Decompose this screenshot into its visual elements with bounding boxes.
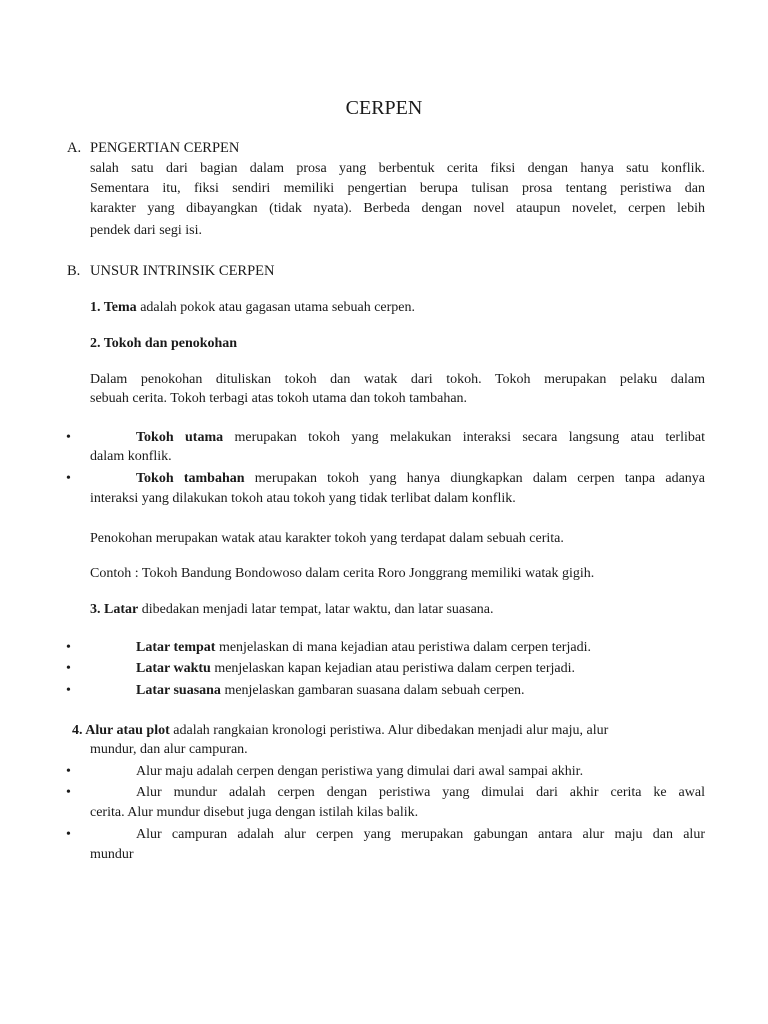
latar-waktu-text: menjelaskan kapan kejadian atau peristiwa dalam cerpen terjadi. (210, 661, 576, 676)
tokoh-tambahan-line2: interaksi yang dilakukan tokoh atau tokoh yang tidak terlibat dalam konflik. (90, 491, 516, 506)
tokoh-tambahan-line1 (136, 470, 705, 488)
alur-mundur-line1: Alur mundur adalah cerpen dengan peristiwa yang dimulai dari akhir cerita ke awal (136, 785, 705, 800)
latar-paragraph (90, 601, 705, 619)
section-a-line: salah satu dari bagian dalam prosa yang berbentuk cerita fiksi dengan hanya satu konflik. (90, 161, 705, 176)
tema-paragraph (90, 299, 705, 317)
alur-campuran-line1: Alur campuran adalah alur cerpen yang merupakan gabungan antara alur maju dan alur (136, 827, 705, 842)
tokoh-utama-line1 (136, 429, 705, 447)
bullet-icon: • (66, 683, 71, 698)
section-a-heading: PENGERTIAN CERPEN (90, 140, 240, 156)
section-a-marker: A. (67, 140, 82, 156)
latar-tempat-text: menjelaskan di mana kejadian atau peristiwa dalam cerpen terjadi. (215, 640, 591, 655)
tokoh-utama-line2: dalam konflik. (90, 449, 172, 464)
alur-campuran-line2: mundur (90, 847, 134, 862)
latar-waktu-item (136, 660, 705, 678)
latar-label: 3. Latar (90, 602, 139, 617)
latar-waktu-label: Latar waktu (136, 661, 211, 676)
latar-tempat-item (136, 639, 705, 657)
bullet-icon: • (66, 785, 71, 800)
contoh-paragraph: Contoh : Tokoh Bandung Bondowoso dalam cerita Roro Jonggrang memiliki watak gigih. (90, 566, 595, 581)
alur-line1 (72, 722, 705, 740)
bullet-icon: • (66, 764, 71, 779)
bullet-icon: • (66, 640, 71, 655)
tokoh-tambahan-label: Tokoh tambahan (136, 471, 245, 486)
section-a-line: pendek dari segi isi. (90, 223, 202, 238)
latar-suasana-label: Latar suasana (136, 683, 221, 698)
tokoh-heading: 2. Tokoh dan penokohan (90, 336, 238, 351)
tokoh-para-line: sebuah cerita. Tokoh terbagi atas tokoh utama dan tokoh tambahan. (90, 391, 468, 406)
alur-maju-line1: Alur maju adalah cerpen dengan peristiwa yang dimulai dari awal sampai akhir. (136, 764, 584, 779)
alur-text: adalah rangkaian kronologi peristiwa. Alur dibedakan menjadi alur maju, alur (169, 723, 609, 738)
alur-line2: mundur, dan alur campuran. (90, 742, 248, 757)
alur-mundur-line2: cerita. Alur mundur disebut juga dengan istilah kilas balik. (90, 805, 419, 820)
latar-suasana-item (136, 682, 705, 700)
tokoh-tambahan-text: merupakan tokoh yang hanya diungkapkan dalam cerpen tanpa adanya (244, 471, 705, 486)
alur-label: 4. Alur atau plot (72, 723, 170, 738)
tokoh-utama-label: Tokoh utama (136, 430, 224, 445)
section-a-line: Sementara itu, fiksi sendiri memiliki pengertian berupa tulisan prosa tentang peristiwa dan (90, 181, 705, 196)
bullet-icon: • (66, 661, 71, 676)
section-b-heading: UNSUR INTRINSIK CERPEN (90, 263, 275, 279)
bullet-icon: • (66, 430, 71, 445)
latar-tempat-label: Latar tempat (136, 640, 216, 655)
latar-suasana-text: menjelaskan gambaran suasana dalam sebuah cerpen. (220, 683, 525, 698)
latar-text: dibedakan menjadi latar tempat, latar waktu, dan latar suasana. (138, 602, 494, 617)
penokohan-paragraph: Penokohan merupakan watak atau karakter tokoh yang terdapat dalam sebuah cerita. (90, 531, 564, 546)
tema-text: adalah pokok atau gagasan utama sebuah cerpen. (136, 300, 416, 315)
tokoh-utama-text: merupakan tokoh yang melakukan interaksi secara langsung atau terlibat (223, 430, 705, 445)
tokoh-para-line: Dalam penokohan dituliskan tokoh dan watak dari tokoh. Tokoh merupakan pelaku dalam (90, 372, 705, 387)
section-a-line: karakter yang dibayangkan (tidak nyata). Berbeda dengan novel ataupun novelet, cerpen lebih (90, 201, 705, 216)
page-title: CERPEN (345, 97, 423, 119)
bullet-icon: • (66, 827, 71, 842)
section-b-marker: B. (67, 263, 81, 279)
bullet-icon: • (66, 471, 71, 486)
tema-label: 1. Tema (90, 300, 137, 315)
